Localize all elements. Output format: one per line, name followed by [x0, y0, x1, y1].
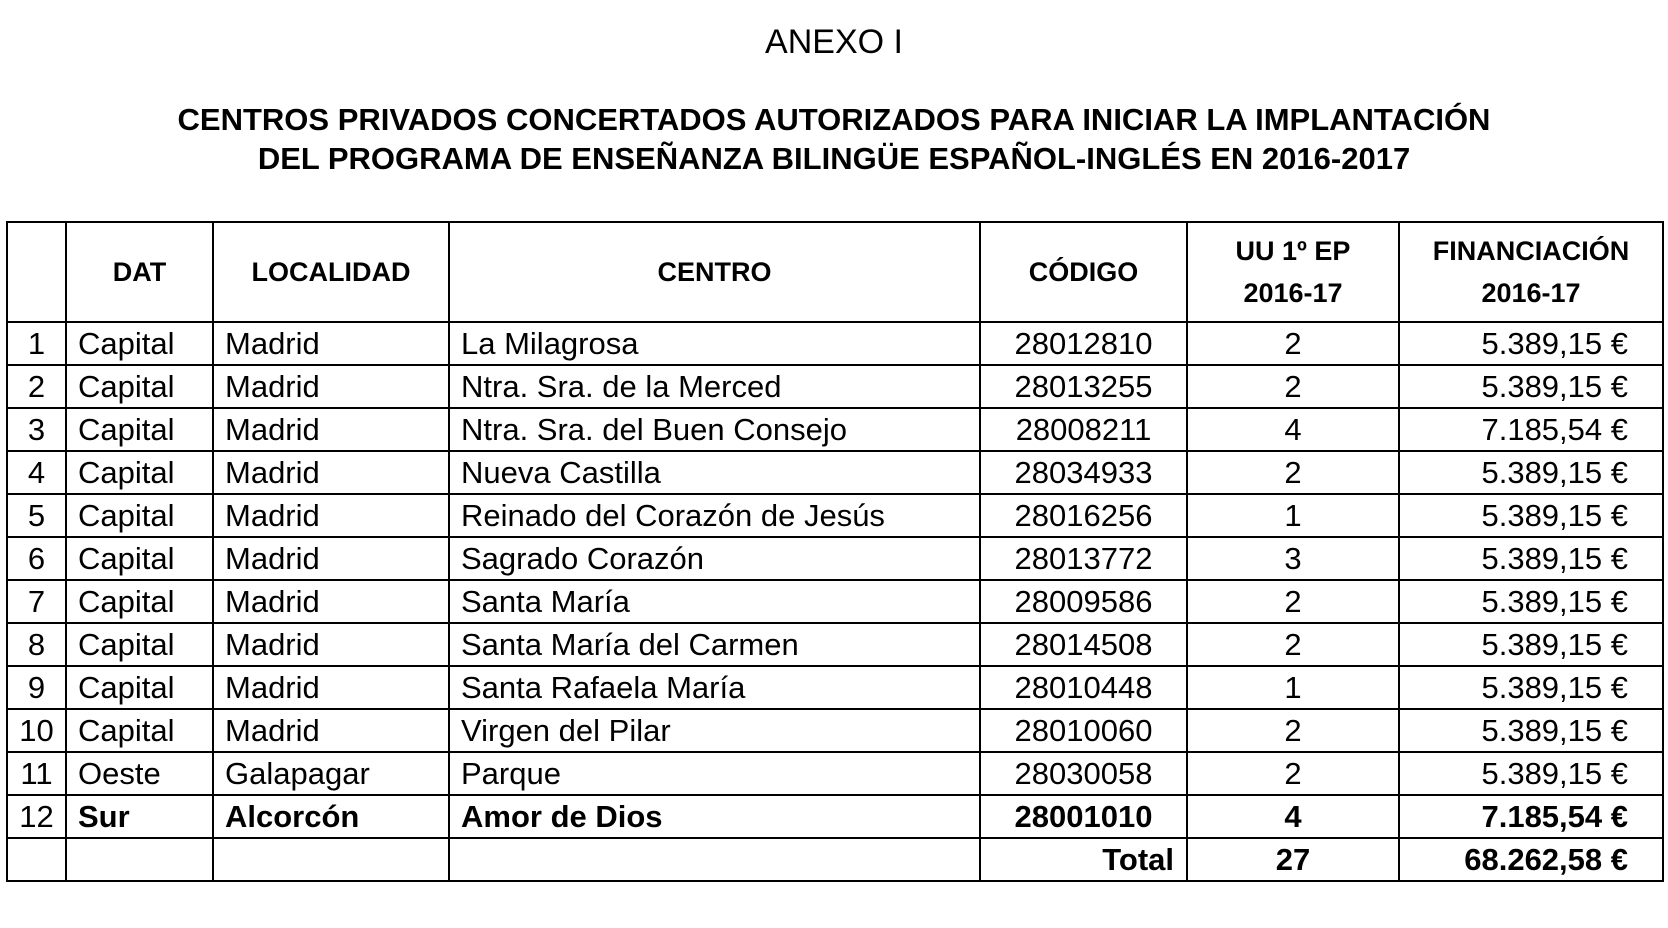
cell-dat: Capital	[66, 365, 213, 408]
cell-num: 10	[7, 709, 66, 752]
document-title-line-1: CENTROS PRIVADOS CONCERTADOS AUTORIZADOS PARA INICIAR LA IMPLANTACIÓN	[177, 102, 1491, 137]
cell-uu: 1	[1187, 494, 1399, 537]
cell-localidad: Madrid	[213, 365, 449, 408]
cell-dat: Capital	[66, 666, 213, 709]
header-localidad: LOCALIDAD	[213, 222, 449, 322]
table-row	[7, 537, 1663, 580]
total-cell-empty	[7, 838, 66, 881]
cell-num: 11	[7, 752, 66, 795]
cell-uu: 2	[1187, 752, 1399, 795]
annex-heading: ANEXO I	[765, 23, 903, 61]
cell-num: 4	[7, 451, 66, 494]
table-row	[7, 666, 1663, 709]
document-title-line-2: DEL PROGRAMA DE ENSEÑANZA BILINGÜE ESPAÑOL-INGLÉS EN 2016-2017	[257, 141, 1411, 176]
cell-dat: Capital	[66, 537, 213, 580]
cell-localidad: Madrid	[213, 580, 449, 623]
cell-financiacion: 5.389,15 €	[1399, 752, 1663, 795]
cell-codigo: 28010448	[980, 666, 1187, 709]
cell-dat: Capital	[66, 408, 213, 451]
cell-codigo: 28010060	[980, 709, 1187, 752]
cell-uu: 2	[1187, 623, 1399, 666]
total-label: Total	[980, 838, 1187, 881]
cell-codigo: 28009586	[980, 580, 1187, 623]
header-financiacion	[1399, 222, 1663, 322]
total-uu: 27	[1187, 838, 1399, 881]
cell-dat: Capital	[66, 623, 213, 666]
header-fin-line-1: FINANCIACIÓN	[1432, 236, 1630, 266]
table-header-row	[7, 222, 1663, 322]
table-row	[7, 494, 1663, 537]
table-total-row	[7, 838, 1663, 881]
cell-financiacion: 5.389,15 €	[1399, 623, 1663, 666]
header-codigo: CÓDIGO	[980, 222, 1187, 322]
cell-centro: Amor de Dios	[449, 795, 980, 838]
cell-dat: Capital	[66, 580, 213, 623]
table-row	[7, 322, 1663, 365]
cell-uu: 3	[1187, 537, 1399, 580]
cell-dat: Capital	[66, 451, 213, 494]
header-uu	[1187, 222, 1399, 322]
cell-centro: Santa María del Carmen	[449, 623, 980, 666]
cell-uu: 4	[1187, 408, 1399, 451]
cell-num: 5	[7, 494, 66, 537]
cell-num: 12	[7, 795, 66, 838]
table-row	[7, 580, 1663, 623]
cell-codigo: 28012810	[980, 322, 1187, 365]
total-cell-empty	[213, 838, 449, 881]
cell-centro: Ntra. Sra. de la Merced	[449, 365, 980, 408]
cell-codigo: 28016256	[980, 494, 1187, 537]
cell-codigo: 28030058	[980, 752, 1187, 795]
cell-codigo: 28001010	[980, 795, 1187, 838]
cell-num: 2	[7, 365, 66, 408]
centers-table	[6, 221, 1664, 882]
cell-codigo: 28013255	[980, 365, 1187, 408]
cell-centro: La Milagrosa	[449, 322, 980, 365]
cell-num: 7	[7, 580, 66, 623]
cell-localidad: Madrid	[213, 451, 449, 494]
cell-localidad: Madrid	[213, 623, 449, 666]
cell-financiacion: 5.389,15 €	[1399, 322, 1663, 365]
table-row-highlighted	[7, 795, 1663, 838]
header-dat: DAT	[66, 222, 213, 322]
cell-codigo: 28014508	[980, 623, 1187, 666]
cell-uu: 2	[1187, 322, 1399, 365]
table-row	[7, 623, 1663, 666]
header-uu-line-1: UU 1º EP	[1235, 236, 1351, 266]
cell-uu: 4	[1187, 795, 1399, 838]
cell-localidad: Madrid	[213, 322, 449, 365]
cell-dat: Capital	[66, 494, 213, 537]
cell-centro: Virgen del Pilar	[449, 709, 980, 752]
cell-dat: Capital	[66, 709, 213, 752]
cell-uu: 2	[1187, 709, 1399, 752]
cell-num: 1	[7, 322, 66, 365]
cell-centro: Nueva Castilla	[449, 451, 980, 494]
header-num	[7, 222, 66, 322]
cell-centro: Santa Rafaela María	[449, 666, 980, 709]
cell-localidad: Madrid	[213, 408, 449, 451]
table-row	[7, 451, 1663, 494]
cell-financiacion: 5.389,15 €	[1399, 666, 1663, 709]
cell-localidad: Madrid	[213, 666, 449, 709]
cell-localidad: Madrid	[213, 537, 449, 580]
cell-uu: 2	[1187, 365, 1399, 408]
cell-num: 8	[7, 623, 66, 666]
cell-financiacion: 7.185,54 €	[1399, 408, 1663, 451]
cell-financiacion: 5.389,15 €	[1399, 580, 1663, 623]
cell-dat: Oeste	[66, 752, 213, 795]
table-row	[7, 408, 1663, 451]
header-centro: CENTRO	[449, 222, 980, 322]
cell-financiacion: 5.389,15 €	[1399, 494, 1663, 537]
cell-num: 6	[7, 537, 66, 580]
cell-codigo: 28034933	[980, 451, 1187, 494]
cell-centro: Reinado del Corazón de Jesús	[449, 494, 980, 537]
cell-dat: Sur	[66, 795, 213, 838]
cell-centro: Parque	[449, 752, 980, 795]
cell-codigo: 28013772	[980, 537, 1187, 580]
document-title	[0, 100, 1668, 178]
cell-financiacion: 5.389,15 €	[1399, 451, 1663, 494]
total-financiacion: 68.262,58 €	[1399, 838, 1663, 881]
cell-financiacion: 5.389,15 €	[1399, 537, 1663, 580]
table-row	[7, 709, 1663, 752]
total-cell-empty	[66, 838, 213, 881]
cell-financiacion: 5.389,15 €	[1399, 709, 1663, 752]
cell-localidad: Madrid	[213, 709, 449, 752]
cell-localidad: Galapagar	[213, 752, 449, 795]
cell-num: 3	[7, 408, 66, 451]
cell-centro: Sagrado Corazón	[449, 537, 980, 580]
header-fin-line-2: 2016-17	[1481, 278, 1581, 308]
cell-uu: 1	[1187, 666, 1399, 709]
cell-financiacion: 5.389,15 €	[1399, 365, 1663, 408]
table-row	[7, 752, 1663, 795]
cell-financiacion: 7.185,54 €	[1399, 795, 1663, 838]
cell-dat: Capital	[66, 322, 213, 365]
header-uu-line-2: 2016-17	[1243, 278, 1343, 308]
cell-localidad: Alcorcón	[213, 795, 449, 838]
cell-centro: Santa María	[449, 580, 980, 623]
cell-uu: 2	[1187, 451, 1399, 494]
cell-codigo: 28008211	[980, 408, 1187, 451]
table-row	[7, 365, 1663, 408]
cell-uu: 2	[1187, 580, 1399, 623]
total-cell-empty	[449, 838, 980, 881]
cell-num: 9	[7, 666, 66, 709]
cell-centro: Ntra. Sra. del Buen Consejo	[449, 408, 980, 451]
cell-localidad: Madrid	[213, 494, 449, 537]
